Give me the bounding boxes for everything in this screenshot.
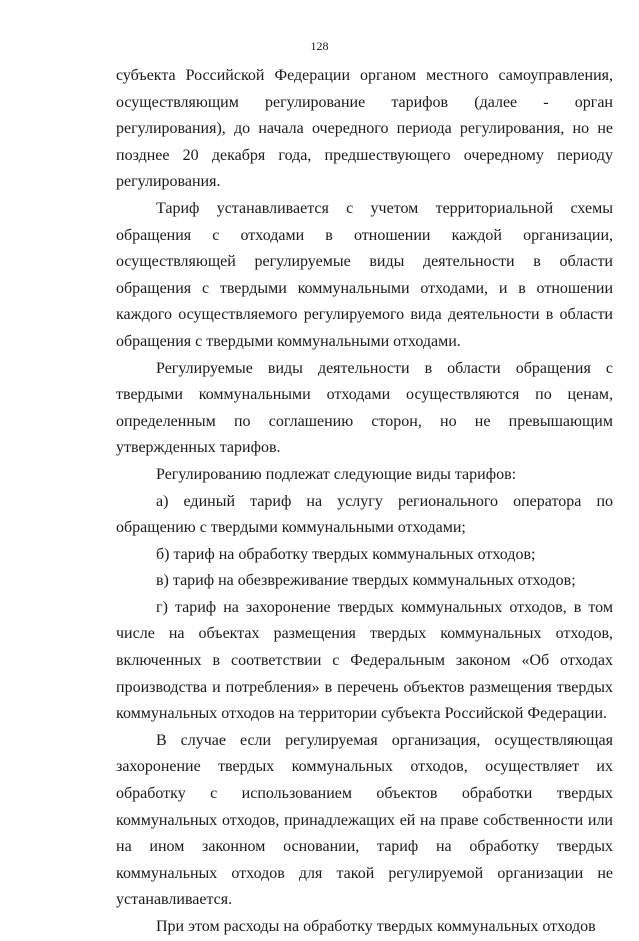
paragraph-regulated-prices: Регулируемые виды деятельности в области обращения с твердыми коммунальными отходами осуществляются по ценам, определенным по соглашению сторон, но не превышающим утвержденных тарифов.	[116, 359, 613, 457]
body-text	[116, 63, 613, 941]
list-item-c: в) тариф на обезвреживание твердых коммунальных отходов;	[156, 572, 576, 590]
list-item-b: б) тариф на обработку твердых коммунальных отходов;	[156, 545, 536, 563]
list-item-d: г) тариф на захоронение твердых коммунальных отходов, в том числе на объектах размещения твердых коммунальных отходов, включенных в соответствии с Федеральным законом «Об отходах производства и потребления» в перечень объектов размещения твердых коммунальных отходов на территории субъекта Российской Федерации.	[116, 598, 613, 723]
paragraph-tariff-types-intro: Регулированию подлежат следующие виды тарифов:	[156, 465, 517, 483]
page-number: 128	[310, 39, 329, 53]
list-item-a: а) единый тариф на услугу регионального оператора по обращению с твердыми коммунальными отходами;	[116, 492, 613, 537]
paragraph-tariff-scheme: Тариф устанавливается с учетом территориальной схемы обращения с отходами в отношении каждой организации, осуществляющей регулируемые виды деятельности в области обращения с твердыми коммунальными отходами, и в отношении каждого осуществляемого регулируемого вида деятельности в области обращения с твердыми коммунальными отходами.	[116, 199, 613, 350]
paragraph-continuation: субъекта Российской Федерации органом местного самоуправления, осуществляющим регулирование тарифов (далее - орган регулирования), до начала очередного периода регулирования, но не позднее 20 декабря года, предшествующего очередному периоду регулирования.	[116, 67, 613, 191]
paragraph-processing-case: В случае если регулируемая организация, осуществляющая захоронение твердых коммунальных отходов, осуществляет их обработку с использованием объектов обработки твердых коммунальных отходов, принадлежащих ей на праве собственности или на ином законном основании, тариф на обработку твердых коммунальных отходов для такой регулируемой организации не устанавливается.	[116, 731, 613, 909]
paragraph-expenses: При этом расходы на обработку твердых коммунальных отходов	[156, 918, 596, 935]
